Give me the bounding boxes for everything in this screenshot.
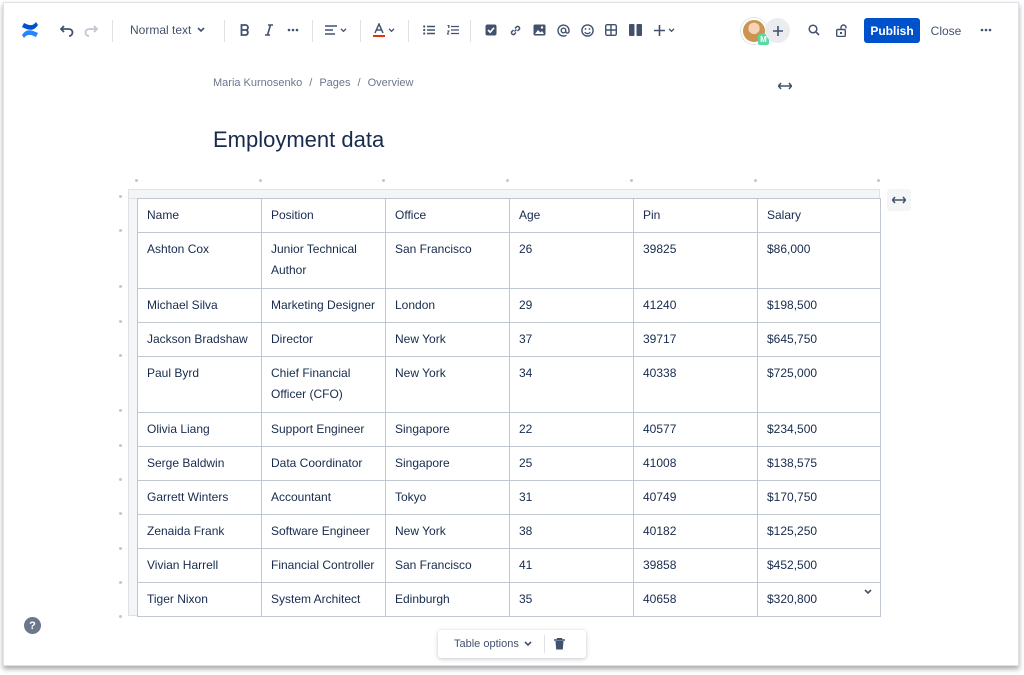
table-cell[interactable]: 29 [510, 289, 634, 323]
column-insert-dot[interactable] [135, 179, 138, 182]
delete-table-button[interactable] [545, 630, 575, 658]
toolbar-divider [224, 20, 225, 42]
italic-icon[interactable] [258, 18, 280, 42]
bold-icon[interactable] [234, 18, 256, 42]
row-insert-dot[interactable] [119, 195, 122, 198]
row-insert-dot[interactable] [119, 409, 122, 412]
redo-icon[interactable] [80, 18, 102, 42]
table-cell[interactable]: $234,500 [758, 413, 881, 447]
plus-icon [773, 26, 783, 36]
toolbar-divider [470, 20, 471, 42]
more-formatting-icon[interactable] [282, 18, 304, 42]
table-cell[interactable]: Support Engineer [262, 413, 386, 447]
table-cell[interactable]: Tiger Nixon [138, 583, 262, 617]
header-pin[interactable]: Pin [634, 199, 758, 233]
table-row [138, 413, 881, 447]
column-insert-dot[interactable] [877, 179, 880, 182]
toolbar-divider [112, 20, 113, 42]
table-row [138, 357, 881, 413]
table-cell[interactable]: System Architect [262, 583, 386, 617]
row-insert-dot[interactable] [119, 285, 122, 288]
help-button[interactable]: ? [24, 617, 41, 634]
table-cell[interactable]: Data Coordinator [262, 447, 386, 481]
table-cell[interactable]: $86,000 [758, 233, 881, 289]
cell-options-chevron-icon[interactable] [861, 585, 875, 599]
table-row [138, 515, 881, 549]
table-cell[interactable]: Chief Financial Officer (CFO) [262, 357, 386, 413]
text-color-dropdown[interactable] [370, 18, 398, 42]
table-cell[interactable]: $452,500 [758, 549, 881, 583]
row-insert-dot[interactable] [119, 615, 122, 618]
align-left-icon [325, 25, 337, 35]
close-button[interactable]: Close [930, 23, 962, 38]
row-insert-dot[interactable] [119, 444, 122, 447]
table-cell[interactable]: 31 [510, 481, 634, 515]
table-cell[interactable]: Jackson Bradshaw [138, 323, 262, 357]
avatar-badge: M [758, 34, 769, 45]
header-salary[interactable]: Salary [758, 199, 881, 233]
table-cell[interactable]: 39717 [634, 323, 758, 357]
toolbar-divider [408, 20, 409, 42]
row-insert-dot[interactable] [119, 320, 122, 323]
undo-icon[interactable] [56, 18, 78, 42]
emoji-icon[interactable] [576, 18, 598, 42]
table-cell[interactable]: $138,575 [758, 447, 881, 481]
table-cell[interactable]: $125,250 [758, 515, 881, 549]
table-floating-toolbar [438, 630, 586, 658]
table-options-label: Table options [454, 638, 519, 650]
table-cell[interactable]: New York [386, 357, 510, 413]
alignment-dropdown[interactable] [322, 18, 350, 42]
publish-button[interactable]: Publish [864, 18, 920, 43]
table-cell[interactable]: 34 [510, 357, 634, 413]
breadcrumb-separator: / [357, 77, 361, 89]
table-cell[interactable]: Marketing Designer [262, 289, 386, 323]
text-style-label: Normal text [130, 23, 192, 37]
table-cell[interactable]: 40658 [634, 583, 758, 617]
table-row [138, 233, 881, 289]
table-cell[interactable]: 41240 [634, 289, 758, 323]
breadcrumb-item-overview[interactable]: Overview [367, 77, 414, 89]
breadcrumb [213, 77, 413, 89]
row-insert-dot[interactable] [119, 229, 122, 232]
full-width-toggle-icon[interactable] [778, 77, 792, 95]
header-office[interactable]: Office [386, 199, 510, 233]
table-cell[interactable]: $645,750 [758, 323, 881, 357]
table-cell[interactable]: London [386, 289, 510, 323]
table-cell[interactable]: 41 [510, 549, 634, 583]
table-options-button[interactable] [438, 630, 544, 658]
action-item-icon[interactable] [480, 18, 502, 42]
restrictions-lock-icon[interactable] [831, 18, 853, 42]
more-options-icon[interactable] [975, 18, 997, 42]
numbered-list-icon[interactable] [442, 18, 464, 42]
confluence-logo-icon[interactable] [18, 18, 42, 42]
table-cell[interactable]: Singapore [386, 447, 510, 481]
table-cell[interactable]: 35 [510, 583, 634, 617]
table-cell[interactable]: Director [262, 323, 386, 357]
mention-icon[interactable] [552, 18, 574, 42]
column-insert-dot[interactable] [259, 179, 262, 182]
table-cell[interactable]: Michael Silva [138, 289, 262, 323]
table-cell[interactable]: 40577 [634, 413, 758, 447]
table-cell[interactable]: Junior Technical Author [262, 233, 386, 289]
table-width-toggle-icon[interactable] [887, 189, 911, 211]
table-cell[interactable]: 41008 [634, 447, 758, 481]
table-cell[interactable]: 37 [510, 323, 634, 357]
table-cell[interactable]: 40182 [634, 515, 758, 549]
row-insert-dot[interactable] [119, 512, 122, 515]
image-icon[interactable] [528, 18, 550, 42]
chevron-down-icon [197, 27, 205, 33]
bullet-list-icon[interactable] [418, 18, 440, 42]
table-cell[interactable]: 39825 [634, 233, 758, 289]
invite-collaborator-button[interactable] [765, 18, 790, 43]
breadcrumb-separator: / [309, 77, 313, 89]
table-cell[interactable]: 40338 [634, 357, 758, 413]
breadcrumb-item-pages[interactable]: Pages [319, 77, 351, 89]
plus-icon [654, 25, 665, 36]
table-cell[interactable]: 39858 [634, 549, 758, 583]
table-cell[interactable]: Software Engineer [262, 515, 386, 549]
table-cell[interactable]: Accountant [262, 481, 386, 515]
table-cell[interactable]: Vivian Harrell [138, 549, 262, 583]
table-cell[interactable]: $198,500 [758, 289, 881, 323]
table-cell[interactable]: 22 [510, 413, 634, 447]
row-insert-dot[interactable] [119, 354, 122, 357]
table-icon[interactable] [600, 18, 622, 42]
link-icon[interactable] [504, 18, 526, 42]
table-cell[interactable]: 38 [510, 515, 634, 549]
table-row [138, 583, 881, 617]
table-cell[interactable]: $725,000 [758, 357, 881, 413]
table-cell[interactable]: New York [386, 515, 510, 549]
toolbar-divider [360, 20, 361, 42]
row-insert-dot[interactable] [119, 478, 122, 481]
editor-toolbar [4, 3, 1018, 57]
table-cell[interactable]: San Francisco [386, 549, 510, 583]
text-color-icon [373, 23, 385, 37]
table-row [138, 481, 881, 515]
table-cell[interactable]: New York [386, 323, 510, 357]
table-cell[interactable]: Singapore [386, 413, 510, 447]
page-title[interactable]: Employment data [213, 127, 385, 152]
trash-icon [554, 638, 565, 650]
header-age[interactable]: Age [510, 199, 634, 233]
table-row [138, 289, 881, 323]
table-cell[interactable]: 26 [510, 233, 634, 289]
editor-window [3, 2, 1019, 666]
table-cell[interactable]: Garrett Winters [138, 481, 262, 515]
table-cell[interactable]: $320,800 [758, 583, 881, 617]
table-cell[interactable]: Zenaida Frank [138, 515, 262, 549]
table-cell[interactable]: San Francisco [386, 233, 510, 289]
table-cell[interactable]: 40749 [634, 481, 758, 515]
column-insert-dot[interactable] [506, 179, 509, 182]
search-icon[interactable] [803, 18, 825, 42]
table-header-row [138, 199, 881, 233]
chevron-down-icon [524, 641, 532, 647]
toolbar-divider [312, 20, 313, 42]
table-row [138, 549, 881, 583]
table-row [138, 323, 881, 357]
breadcrumb-item-space[interactable]: Maria Kurnosenko [213, 77, 303, 89]
table-cell[interactable]: Financial Controller [262, 549, 386, 583]
table-cell[interactable]: Olivia Liang [138, 413, 262, 447]
column-controls-bar[interactable] [128, 189, 880, 198]
row-controls-bar[interactable] [128, 198, 137, 616]
text-style-dropdown[interactable] [122, 18, 212, 42]
chevron-down-icon [388, 28, 395, 33]
employment-table [137, 198, 881, 617]
table-cell[interactable]: Edinburgh [386, 583, 510, 617]
table-cell[interactable]: Ashton Cox [138, 233, 262, 289]
chevron-down-icon [668, 28, 675, 33]
table-cell[interactable]: Paul Byrd [138, 357, 262, 413]
table-cell[interactable]: Tokyo [386, 481, 510, 515]
layout-icon[interactable] [624, 18, 646, 42]
column-insert-dot[interactable] [754, 179, 757, 182]
row-insert-dot[interactable] [119, 581, 122, 584]
insert-dropdown[interactable] [650, 18, 678, 42]
table-row [138, 447, 881, 481]
column-insert-dot[interactable] [630, 179, 633, 182]
row-insert-dot[interactable] [119, 547, 122, 550]
table-cell[interactable]: 25 [510, 447, 634, 481]
table-cell[interactable]: Serge Baldwin [138, 447, 262, 481]
column-insert-dot[interactable] [382, 179, 385, 182]
chevron-down-icon [340, 28, 347, 33]
header-name[interactable]: Name [138, 199, 262, 233]
table-cell[interactable]: $170,750 [758, 481, 881, 515]
header-position[interactable]: Position [262, 199, 386, 233]
